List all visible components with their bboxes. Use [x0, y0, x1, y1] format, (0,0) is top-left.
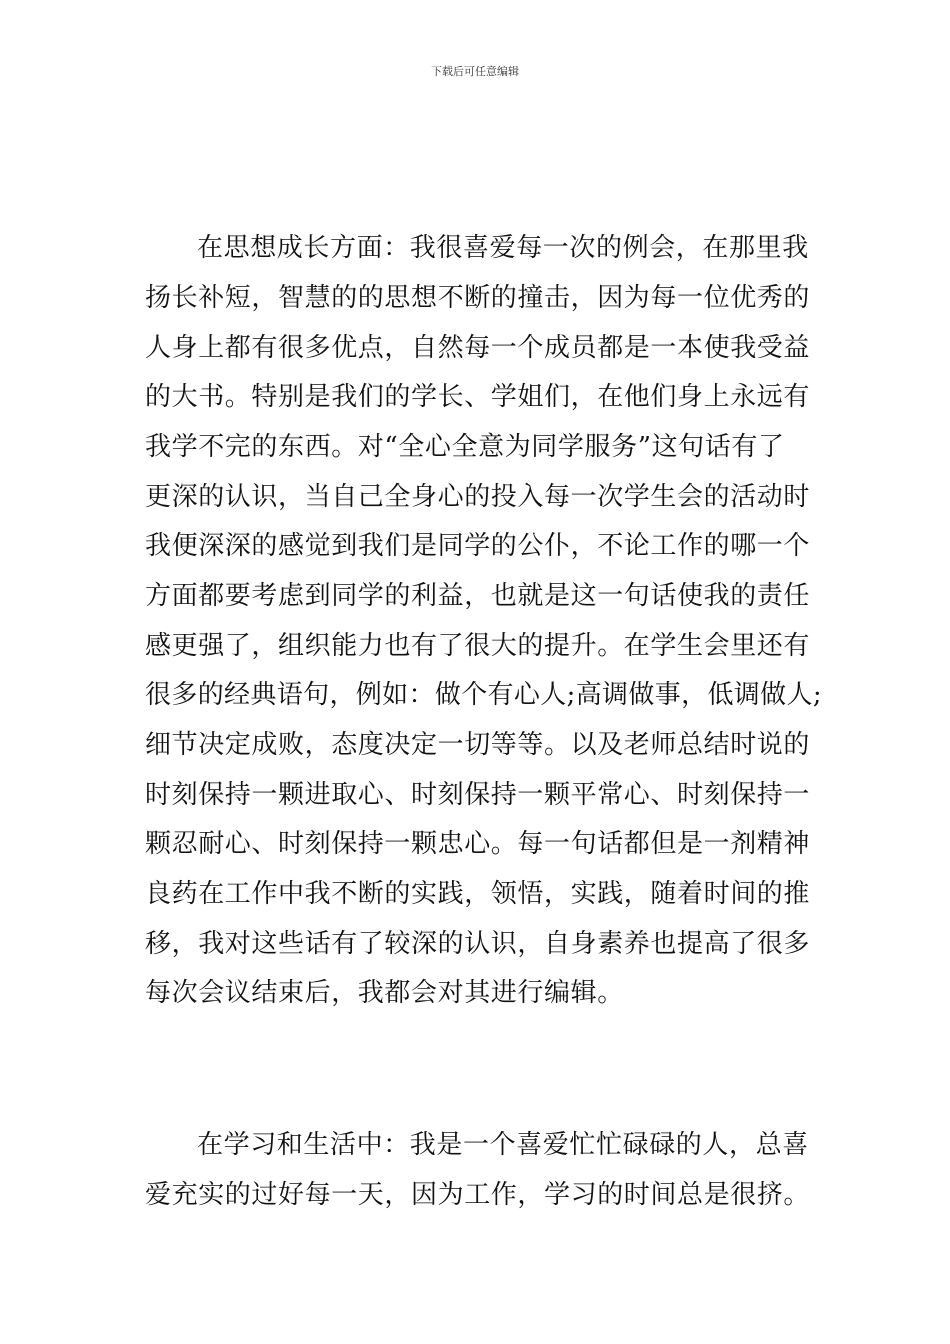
text-line: 我便深深的感觉到我们是同学的公仆，不论工作的哪一个 [145, 531, 811, 561]
page-header: 下载后可任意编辑 [431, 65, 519, 78]
text-line: 细节决定成败，态度决定一切等等。以及老师总结时说的 [145, 730, 811, 760]
text-line: 更深的认识，当自己全身心的投入每一次学生会的活动时 [145, 482, 811, 512]
text-line: 人身上都有很多优点，自然每一个成员都是一本使我受益 [145, 333, 811, 363]
text-line: 移，我对这些话有了较深的认识，自身素养也提高了很多 [145, 929, 811, 959]
text-line: 很多的经典语句，例如：做个有心人;高调做事，低调做人; [145, 680, 822, 710]
text-line: 时刻保持一颗进取心、时刻保持一颗平常心、时刻保持一 [145, 780, 811, 810]
text-line: 每次会议结束后，我都会对其进行编辑。 [145, 978, 624, 1008]
text-line: 的大书。特别是我们的学长、学姐们，在他们身上永远有 [145, 382, 811, 412]
text-line: 感更强了，组织能力也有了很大的提升。在学生会里还有 [145, 631, 811, 661]
text-line: 颗忍耐心、时刻保持一颗忠心。每一句话都但是一剂精神 [145, 829, 811, 859]
text-line: 在学习和生活中：我是一个喜爱忙忙碌碌的人，总喜 [197, 1130, 809, 1160]
text-line: 在思想成长方面：我很喜爱每一次的例会，在那里我 [197, 233, 809, 263]
text-line: 方面都要考虑到同学的利益，也就是这一句话使我的责任 [145, 581, 811, 611]
text-line: 扬长补短，智慧的的思想不断的撞击，因为每一位优秀的 [145, 283, 811, 313]
text-line: 我学不完的东西。对“全心全意为同学服务”这句话有了 [145, 432, 785, 462]
text-line: 爱充实的过好每一天，因为工作，学习的时间总是很挤。 [145, 1180, 811, 1210]
text-line: 良药在工作中我不断的实践，领悟，实践，随着时间的推 [145, 879, 811, 909]
